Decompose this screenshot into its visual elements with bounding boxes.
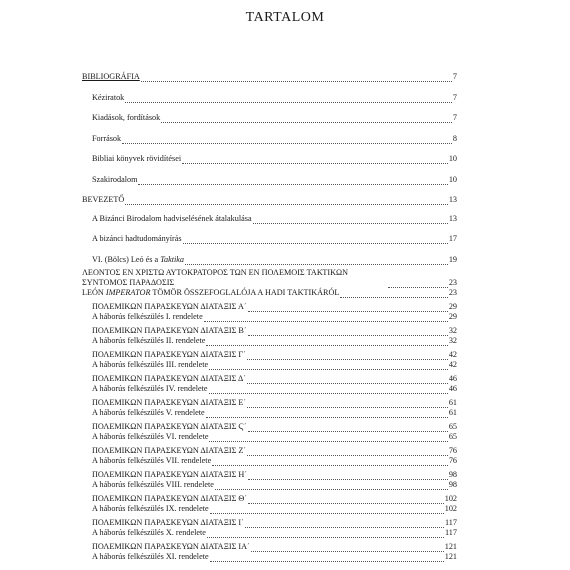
toc-entry-page-number: 7 [452, 72, 457, 81]
dot-leader [182, 156, 448, 164]
toc-entry-label: Kéziratok [92, 92, 125, 102]
toc-entry-label: ΠΟΛΕΜΙΚΩΝ ΠΑΡΑΣΚΕΥΩΝ ΔΙΑΤΑΞΙΣ Ι΄ [92, 517, 244, 527]
toc-entry-label-part: Taktika [160, 254, 185, 264]
toc-entry-page-number: 61 [448, 407, 457, 417]
toc-entry-page-number: 13 [448, 213, 457, 223]
toc-entry-page-number: 117 [445, 517, 457, 527]
toc-entry[interactable] [82, 255, 457, 265]
toc-entry-page-number: 42 [448, 359, 457, 369]
toc-entry-page-number: 117 [445, 527, 457, 537]
toc-entry[interactable] [82, 234, 457, 244]
dot-leader [209, 386, 448, 394]
dot-leader [185, 257, 448, 265]
dot-leader [161, 115, 452, 123]
dot-leader [210, 554, 444, 562]
toc-entry[interactable] [82, 175, 457, 185]
toc-entry-page-number: 17 [448, 234, 457, 243]
toc-entry-page-number: 98 [448, 479, 457, 489]
toc-entry[interactable] [82, 350, 457, 360]
toc-entry[interactable] [82, 504, 457, 514]
toc-entry-label: A háborús felkészülés III. rendelete [92, 359, 209, 369]
toc-entry-page-number: 23 [448, 277, 457, 287]
toc-entry[interactable] [82, 195, 457, 205]
toc-entry-label: ΠΟΛΕΜΙΚΩΝ ΠΑΡΑΣΚΕΥΩΝ ΔΙΑΤΑΞΙΣ Θ΄ [92, 493, 248, 503]
dot-leader [245, 520, 444, 528]
toc-entry[interactable] [82, 552, 457, 562]
dot-leader [248, 328, 448, 336]
toc-entry-label: ΠΟΛΕΜΙΚΩΝ ΠΑΡΑΣΚΕΥΩΝ ΔΙΑΤΑΞΙΣ Γ΄ [92, 349, 246, 359]
toc-entry-label: Szakirodalom [92, 174, 138, 184]
dot-leader [251, 544, 444, 552]
toc-entry-page-number: 102 [444, 503, 457, 513]
toc-entry-label: ΠΟΛΕΜΙΚΩΝ ΠΑΡΑΣΚΕΥΩΝ ΔΙΑΤΑΞΙΣ Ζ΄ [92, 445, 247, 455]
toc-entry-label: A háborús felkészülés I. rendelete [92, 311, 203, 321]
toc-entry-label [92, 255, 184, 265]
toc-entry-label: A háborús felkészülés VIII. rendelete [92, 479, 214, 489]
toc-entry-label: A háborús felkészülés II. rendelete [92, 335, 206, 345]
toc-entry[interactable] [82, 154, 457, 164]
toc-entry-page-number: 23 [448, 287, 457, 297]
toc-entry-label: A bizánci hadtudományírás [92, 234, 182, 243]
dot-leader [206, 338, 447, 346]
toc-entry-label: ΠΟΛΕΜΙΚΩΝ ΠΑΡΑΣΚΕΥΩΝ ΔΙΑΤΑΞΙΣ Η΄ [92, 469, 248, 479]
toc-entry-page-number: 10 [448, 154, 457, 163]
dot-leader [215, 482, 448, 490]
toc-entry[interactable] [82, 456, 457, 466]
toc-entry-page-number: 65 [448, 431, 457, 441]
toc-entry-label: Kiadások, fordítások [92, 113, 161, 122]
dot-leader [204, 314, 448, 322]
toc-entry-label: BEVEZETŐ [82, 195, 125, 204]
toc-entry-page-number: 98 [448, 469, 457, 479]
dot-leader [206, 410, 448, 418]
toc-entry-label: A háborús felkészülés XI. rendelete [92, 551, 209, 561]
toc-entry-label-part: VI. (Bölcs) Leó és a [92, 254, 161, 264]
toc-entry[interactable] [82, 422, 457, 432]
toc-entry-page-number: 32 [448, 325, 457, 335]
page-title: TARTALOM [245, 10, 325, 25]
toc-entry-page-number: 46 [448, 383, 457, 393]
toc-entry-label [82, 288, 339, 298]
toc-entry[interactable] [82, 398, 457, 408]
toc-entry[interactable] [82, 528, 457, 538]
toc-entry[interactable] [82, 312, 457, 322]
toc-entry[interactable] [82, 374, 457, 384]
dot-leader [138, 177, 447, 185]
toc-entry-page-number: 102 [444, 493, 457, 503]
dot-leader [207, 530, 444, 538]
dot-leader [212, 458, 448, 466]
toc-entry-label-part: IMPERATOR [105, 287, 151, 297]
toc-entry-page-number: 19 [448, 254, 457, 264]
toc-entry[interactable] [82, 408, 457, 418]
toc-entry-label: ΠΟΛΕΜΙΚΩΝ ΠΑΡΑΣΚΕΥΩΝ ΔΙΑΤΑΞΙΣ Β΄ [92, 325, 247, 335]
toc-entry[interactable] [82, 360, 457, 370]
dot-leader [248, 472, 448, 480]
toc-entry-page-number: 29 [448, 311, 457, 321]
toc-entry-label: A háborús felkészülés IV. rendelete [92, 383, 208, 393]
toc-entry[interactable] [82, 480, 457, 490]
toc-entry-page-number: 7 [452, 92, 457, 102]
dot-leader [247, 400, 448, 408]
dot-leader [248, 496, 444, 504]
dot-leader [183, 236, 448, 244]
dot-leader [209, 434, 447, 442]
toc-entry[interactable] [82, 494, 457, 504]
toc-entry-label: A háborús felkészülés VI. rendelete [92, 431, 209, 441]
dot-leader [125, 95, 452, 103]
dot-leader [209, 362, 448, 370]
toc-entry-label: Források [92, 133, 122, 143]
dot-leader [253, 216, 448, 224]
toc-entry-label: A háborús felkészülés VII. rendelete [92, 455, 212, 465]
toc-entry-page-number: 65 [448, 421, 457, 431]
toc-entry-label: A háborús felkészülés X. rendelete [92, 527, 206, 537]
toc-entry-label: ΠΟΛΕΜΙΚΩΝ ΠΑΡΑΣΚΕΥΩΝ ΔΙΑΤΑΞΙΣ Δ΄ [92, 373, 246, 383]
toc-entry[interactable] [82, 268, 457, 288]
toc-entry-page-number: 29 [448, 301, 457, 311]
toc-entry[interactable] [82, 384, 457, 394]
dot-leader [122, 136, 452, 144]
toc-entry-page-number: 10 [448, 174, 457, 184]
toc-entry-label: ΠΟΛΕΜΙΚΩΝ ΠΑΡΑΣΚΕΥΩΝ ΔΙΑΤΑΞΙΣ Ϛ΄ [92, 421, 247, 431]
dot-leader [248, 304, 448, 312]
toc-entry[interactable] [82, 93, 457, 103]
toc-entry-page-number: 42 [448, 349, 457, 359]
dot-leader [125, 197, 448, 205]
toc-entry[interactable] [82, 470, 457, 480]
toc-entry-label: ΠΟΛΕΜΙΚΩΝ ΠΑΡΑΣΚΕΥΩΝ ΔΙΑΤΑΞΙΣ ΙΑ΄ [92, 541, 250, 551]
toc-entry-label: ΠΟΛΕΜΙΚΩΝ ΠΑΡΑΣΚΕΥΩΝ ΔΙΑΤΑΞΙΣ Ε΄ [92, 397, 247, 407]
dot-leader [388, 280, 448, 288]
toc-entry[interactable] [82, 518, 457, 528]
dot-leader [247, 376, 448, 384]
dot-leader [210, 506, 444, 514]
toc-entry[interactable] [82, 288, 457, 298]
dot-leader [247, 352, 448, 360]
table-of-contents [82, 72, 457, 562]
toc-entry-page-number: 61 [448, 397, 457, 407]
toc-entry-page-number: 46 [448, 373, 457, 383]
toc-entry-label: Bibliai könyvek rövidítései [92, 154, 182, 163]
dot-leader [247, 448, 448, 456]
toc-entry[interactable] [82, 542, 457, 552]
toc-entry-label-part: TÖMÖR ÖSSZEFOGLALÓJA A HADI TAKTIKÁRÓL [150, 287, 340, 297]
toc-entry[interactable] [82, 72, 457, 82]
toc-entry-label: ΠΟΛΕΜΙΚΩΝ ΠΑΡΑΣΚΕΥΩΝ ΔΙΑΤΑΞΙΣ Α΄ [92, 301, 247, 311]
toc-entry-page-number: 76 [448, 445, 457, 455]
toc-entry-page-number: 8 [452, 133, 457, 143]
toc-entry-label: A háborús felkészülés V. rendelete [92, 407, 205, 417]
toc-entry[interactable] [82, 432, 457, 442]
toc-entry[interactable] [82, 446, 457, 456]
toc-entry-label: A háborús felkészülés IX. rendelete [92, 503, 209, 513]
toc-entry-page-number: 76 [448, 455, 457, 465]
toc-entry-page-number: 121 [444, 551, 457, 561]
toc-entry[interactable] [82, 113, 457, 123]
toc-entry[interactable] [82, 336, 457, 346]
toc-entry-label: ΛΕΟΝΤΟΣ ΕΝ ΧΡΙΣΤΩ ΑΥΤΟΚΡΑΤΟΡΟΣ ΤΩΝ ΕΝ ΠΟΛΕΜΟΙΣ ΤΑΚΤΙΚΩΝ ΣΥΝΤΟΜΟΣ ΠΑΡΑΔΟΣΙΣ [82, 267, 349, 287]
toc-entry[interactable] [82, 134, 457, 144]
toc-entry-label-part: LEÓN [82, 287, 106, 297]
toc-entry[interactable] [82, 214, 457, 224]
dot-leader [141, 74, 452, 82]
toc-entry-page-number: 7 [452, 113, 457, 122]
toc-entry-page-number: 121 [444, 541, 457, 551]
dot-leader [248, 424, 448, 432]
toc-entry[interactable] [82, 302, 457, 312]
toc-entry-label: A Bizánci Birodalom hadviselésének átalakulása [92, 213, 252, 223]
toc-entry-label: BIBLIOGRÁFIA [82, 72, 140, 81]
toc-entry-page-number: 13 [448, 195, 457, 204]
dot-leader [340, 290, 447, 298]
toc-entry-page-number: 32 [448, 335, 457, 345]
toc-entry[interactable] [82, 326, 457, 336]
